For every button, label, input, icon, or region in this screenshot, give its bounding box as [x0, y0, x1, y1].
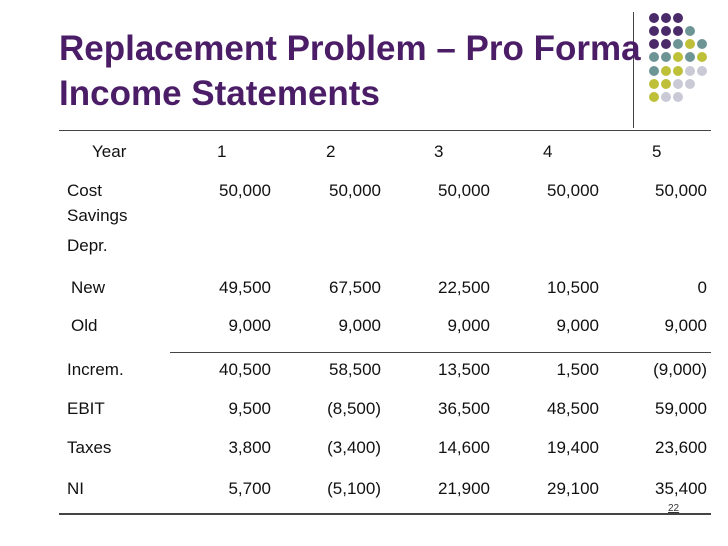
- slide-title-line-2: Income Statements: [59, 74, 380, 113]
- value-cell: (9,000): [653, 360, 707, 379]
- value-cell: 19,400: [547, 438, 599, 457]
- row-label: Cost: [67, 181, 102, 200]
- value-cell: 50,000: [329, 181, 381, 200]
- dot: [649, 66, 659, 76]
- dot: [697, 52, 707, 62]
- year-header-3: 3: [434, 142, 444, 161]
- year-header-label: Year: [92, 142, 127, 161]
- dot: [649, 52, 659, 62]
- value-cell: 14,600: [438, 438, 490, 457]
- dot: [673, 26, 683, 36]
- value-cell: (8,500): [327, 399, 381, 418]
- value-cell: 40,500: [219, 360, 271, 379]
- row-label: NI: [67, 479, 84, 498]
- year-header-1: 1: [217, 142, 227, 161]
- dot: [661, 79, 671, 89]
- value-cell: 22,500: [438, 278, 490, 297]
- dot: [673, 52, 683, 62]
- dot: [649, 26, 659, 36]
- dot: [685, 66, 695, 76]
- dot: [661, 92, 671, 102]
- value-cell: 50,000: [438, 181, 490, 200]
- value-cell: 50,000: [655, 181, 707, 200]
- value-cell: 1,500: [556, 360, 599, 379]
- value-cell: 23,600: [655, 438, 707, 457]
- value-cell: 49,500: [219, 278, 271, 297]
- dot: [697, 66, 707, 76]
- value-cell: 59,000: [655, 399, 707, 418]
- dot: [649, 13, 659, 23]
- row-label-line-2: Savings: [67, 206, 128, 225]
- row-label: Taxes: [67, 438, 112, 457]
- row-label: New: [71, 278, 106, 297]
- value-cell: 5,700: [228, 479, 271, 498]
- value-cell: 3,800: [228, 438, 271, 457]
- value-cell: 35,400: [655, 479, 707, 498]
- value-cell: 48,500: [547, 399, 599, 418]
- dot: [697, 39, 707, 49]
- dot: [673, 66, 683, 76]
- year-header-5: 5: [652, 142, 662, 161]
- year-header-2: 2: [326, 142, 336, 161]
- dot: [649, 92, 659, 102]
- dot: [661, 66, 671, 76]
- table-bottom-rule: [59, 513, 711, 515]
- dot: [685, 26, 695, 36]
- value-cell: 29,100: [547, 479, 599, 498]
- dot: [673, 92, 683, 102]
- dot: [685, 52, 695, 62]
- table-subtotal-rule: [170, 352, 711, 353]
- value-cell: (3,400): [327, 438, 381, 457]
- value-cell: 9,000: [338, 316, 381, 335]
- value-cell: 36,500: [438, 399, 490, 418]
- value-cell: 67,500: [329, 278, 381, 297]
- dot: [673, 13, 683, 23]
- dot: [661, 39, 671, 49]
- value-cell: 10,500: [547, 278, 599, 297]
- value-cell: 50,000: [547, 181, 599, 200]
- dot: [649, 39, 659, 49]
- dot: [661, 13, 671, 23]
- value-cell: 21,900: [438, 479, 490, 498]
- dot: [661, 26, 671, 36]
- value-cell: 50,000: [219, 181, 271, 200]
- dot: [685, 79, 695, 89]
- slide-title: [59, 26, 641, 116]
- value-cell: 58,500: [329, 360, 381, 379]
- value-cell: 9,000: [664, 316, 707, 335]
- slide-page-number: 22: [668, 503, 680, 514]
- row-label: Depr.: [67, 236, 108, 255]
- value-cell: 9,500: [228, 399, 271, 418]
- row-label: Old: [71, 316, 98, 335]
- value-cell: 9,000: [228, 316, 271, 335]
- row-label: EBIT: [67, 399, 105, 418]
- dot: [661, 52, 671, 62]
- year-header-4: 4: [543, 142, 553, 161]
- value-cell: 0: [697, 278, 707, 297]
- value-cell: 13,500: [438, 360, 490, 379]
- row-label: Increm.: [67, 360, 124, 379]
- value-cell: 9,000: [447, 316, 490, 335]
- slide-title-line-1: Replacement Problem – Pro Forma: [59, 29, 641, 68]
- dot: [649, 79, 659, 89]
- table-top-rule: [59, 130, 711, 131]
- dot: [685, 39, 695, 49]
- dot: [673, 39, 683, 49]
- dot: [673, 79, 683, 89]
- value-cell: 9,000: [556, 316, 599, 335]
- value-cell: (5,100): [327, 479, 381, 498]
